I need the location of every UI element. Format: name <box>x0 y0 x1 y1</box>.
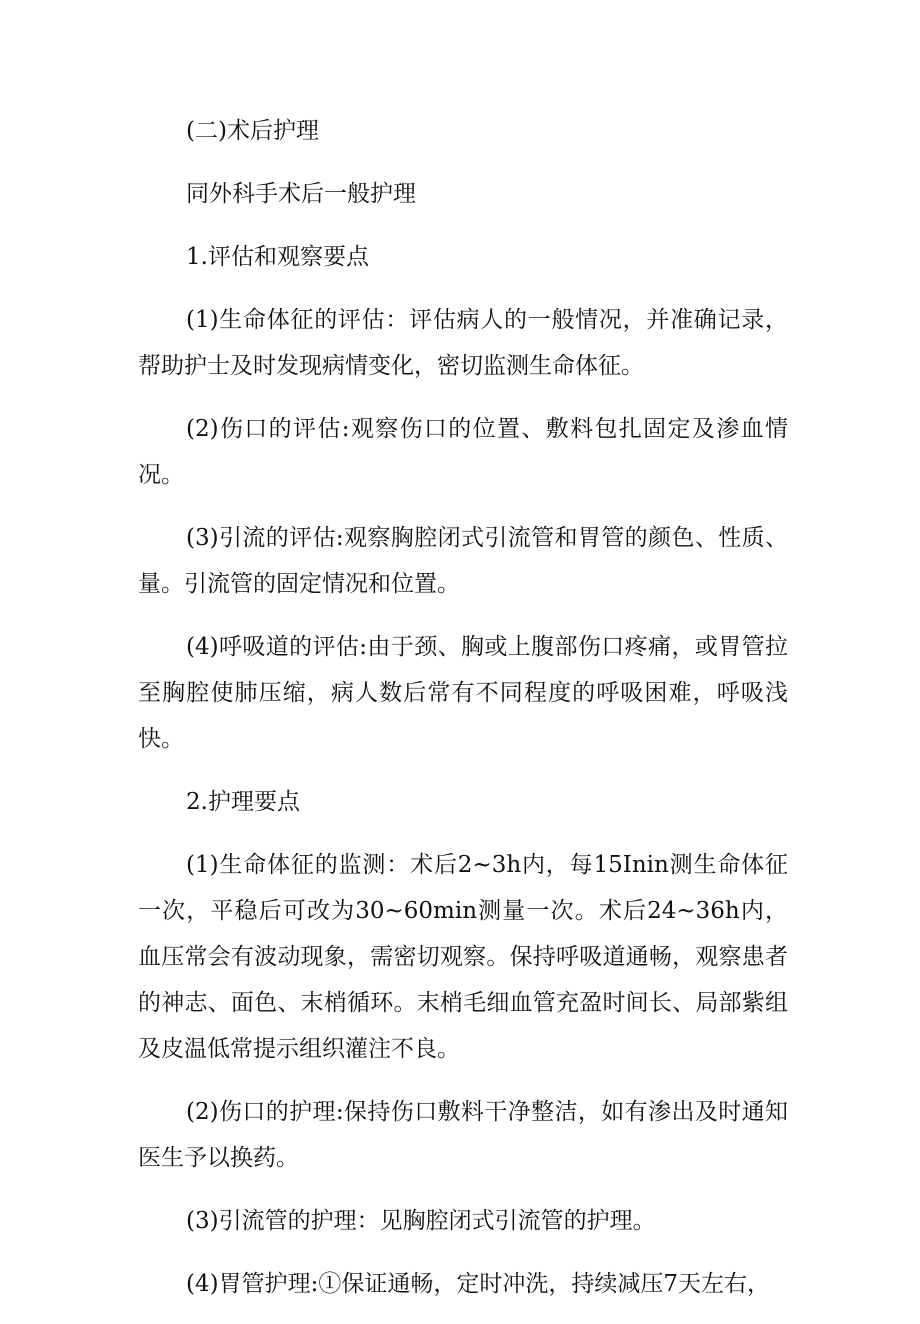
paragraph-drainage-assessment: (3)引流的评估:观察胸腔闭式引流管和胃管的颜色、性质、量。引流管的固定情况和位置。 <box>138 525 788 597</box>
section-heading: (二)术后护理 <box>186 118 319 144</box>
subsection-heading-nursing: 2.护理要点 <box>186 789 300 815</box>
section-intro: 同外科手术后一般护理 <box>186 181 416 207</box>
subsection-heading-assessment: 1.评估和观察要点 <box>186 244 369 270</box>
document-body <box>138 108 788 1324</box>
paragraph-airway-assessment: (4)呼吸道的评估:由于颈、胸或上腹部伤口疼痛，或胃管拉至胸腔使肺压缩，病人数后常有不同程度的呼吸困难，呼吸浅快。 <box>138 634 788 752</box>
paragraph-gastric-tube-care: (4)胃管护理:①保证通畅，定时冲洗，持续减压7天左右， <box>186 1271 770 1297</box>
paragraph-wound-care: (2)伤口的护理:保持伤口敷料干净整洁，如有渗出及时通知医生予以换药。 <box>138 1099 788 1171</box>
paragraph-vital-signs-assessment: (1)生命体征的评估：评估病人的一般情况，并准确记录，帮助护士及时发现病情变化，密切监测生命体征。 <box>138 307 788 379</box>
paragraph-wound-assessment: (2)伤口的评估:观察伤口的位置、敷料包扎固定及渗血情况。 <box>138 416 788 488</box>
paragraph-drainage-care: (3)引流管的护理：见胸腔闭式引流管的护理。 <box>186 1208 656 1234</box>
paragraph-vital-signs-monitoring: (1)生命体征的监测：术后2~3h内，每15Inin测生命体征一次，平稳后可改为30~60min测量一次。术后24~36h内，血压常会有波动现象，需密切观察。保持呼吸道通畅，观察患者的神志、面色、末梢循环。末梢毛细血管充盈时间长、局部紫组及皮温低常提示组织灌注不良。 <box>138 852 788 1062</box>
